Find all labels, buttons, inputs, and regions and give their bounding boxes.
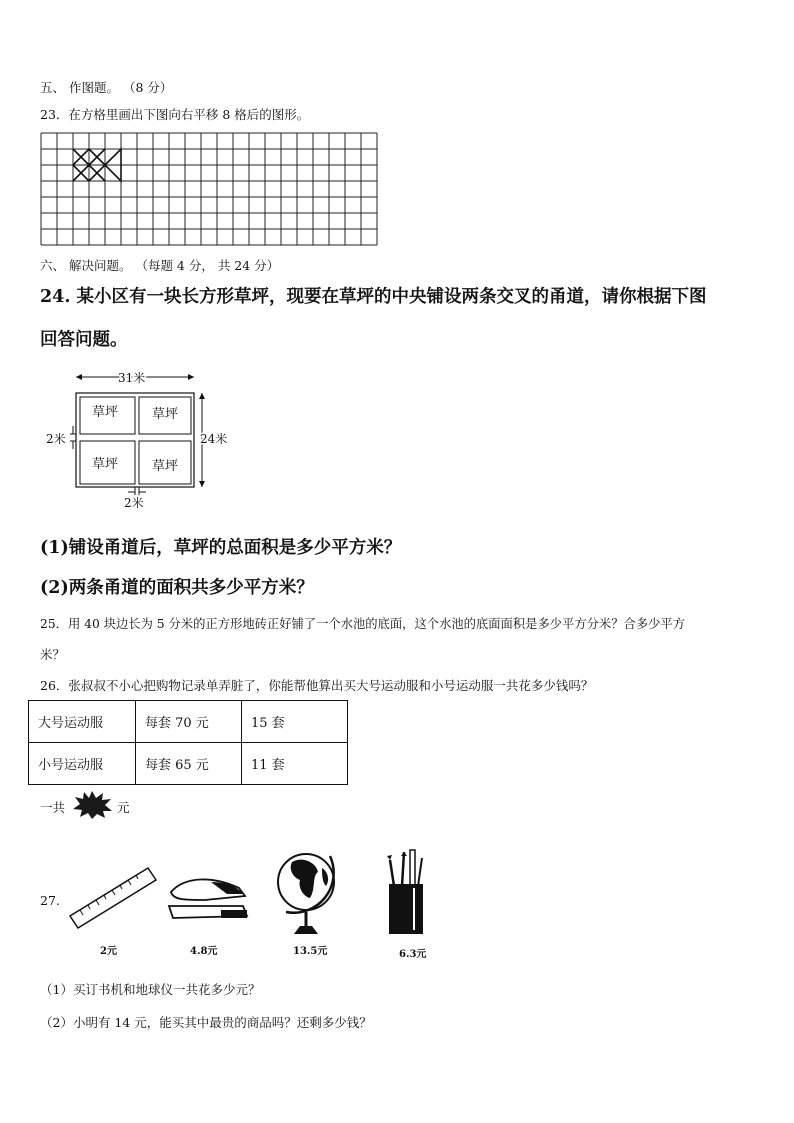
total-prefix: 一共	[40, 800, 66, 815]
price-cell: 每套 65 元	[136, 743, 242, 785]
purchase-record-table	[28, 700, 348, 785]
ruler-price: 2元	[100, 946, 117, 957]
question-27-sub1: （1）买订书机和地球仪一共花多少元？	[40, 982, 261, 997]
question-24-line1: 24. 某小区有一块长方形草坪，现要在草坪的中央铺设两条交叉的甬道，请你根据下图	[40, 287, 707, 307]
table-row	[29, 701, 348, 743]
question-26-text: 26．张叔叔不小心把购物记录单弄脏了，你能帮他算出买大号运动服和小号运动服一共花多少钱吗？	[40, 678, 594, 693]
lawn-plot-label: 草坪	[92, 457, 119, 472]
question-24-sub1: (1)铺设甬道后，草坪的总面积是多少平方米？	[40, 538, 402, 558]
question-25-line1: 25．用 40 块边长为 5 分米的正方形地砖正好铺了一个水池的底面，这个水池的底面面积是多少平方分米？合多少平方	[40, 617, 686, 631]
question-24-line2: 回答问题。	[40, 330, 128, 350]
table-row	[29, 743, 348, 785]
pen-holder-price: 6.3元	[399, 949, 427, 960]
left-path-label: 2米	[46, 432, 66, 446]
question-23-text: 23．在方格里画出下图向右平移 8 格后的图形。	[40, 107, 310, 122]
total-suffix: 元	[117, 800, 130, 815]
lawn-plot-label: 草坪	[152, 459, 179, 474]
bottom-path-label: 2米	[124, 496, 144, 510]
ruler-icon	[68, 864, 158, 932]
question-27-number: 27.	[40, 893, 60, 908]
question-27-sub2: （2）小明有 14 元，能买其中最贵的商品吗？还剩多少钱？	[40, 1015, 372, 1030]
width-label: 31米	[118, 371, 146, 385]
stapler-icon	[165, 870, 251, 926]
section-5-heading: 五、 作图题。 （8 分）	[40, 80, 173, 95]
quantity-cell: 11 套	[242, 743, 348, 785]
stapler-price: 4.8元	[190, 946, 218, 957]
pen-holder-icon	[384, 846, 430, 942]
quantity-cell: 15 套	[242, 701, 348, 743]
question-24-sub2: (2)两条甬道的面积共多少平方米？	[40, 578, 314, 598]
ink-stain-icon	[71, 790, 113, 820]
height-label: 24米	[200, 432, 228, 446]
price-cell: 每套 70 元	[136, 701, 242, 743]
lawn-diagram	[44, 368, 244, 516]
square-grid	[38, 131, 388, 249]
lawn-plot-label: 草坪	[152, 407, 179, 422]
item-cell: 大号运动服	[29, 701, 136, 743]
lawn-plot-label: 草坪	[92, 405, 119, 420]
section-6-heading: 六、 解决问题。 （每题 4 分， 共 24 分）	[40, 258, 280, 273]
globe-icon	[272, 846, 344, 942]
question-25-line2: 米？	[40, 647, 66, 662]
globe-price: 13.5元	[293, 946, 328, 957]
item-cell: 小号运动服	[29, 743, 136, 785]
